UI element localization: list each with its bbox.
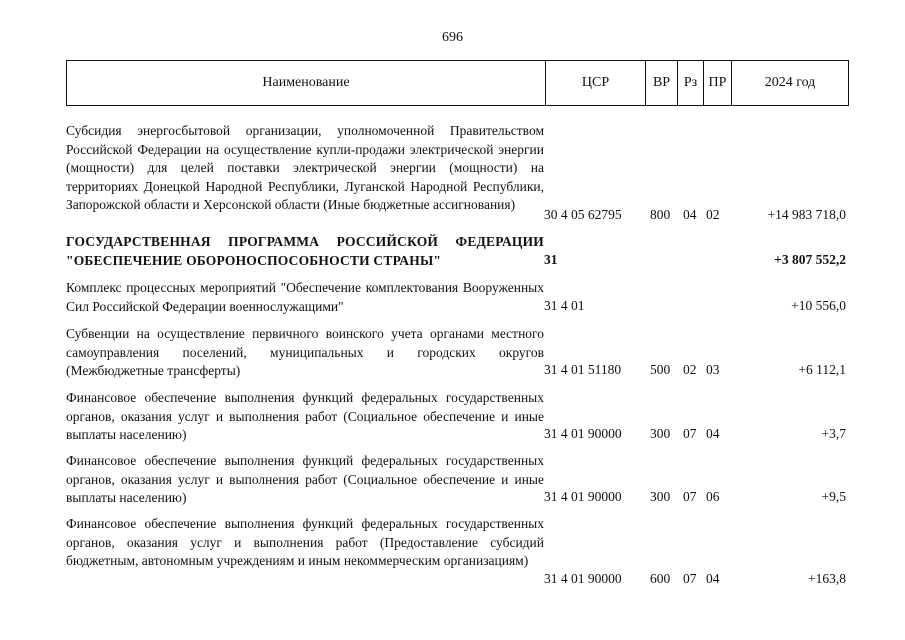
row-rz: 02: [683, 362, 697, 378]
row-amount: +3 807 552,2: [774, 252, 846, 268]
row-amount: +10 556,0: [791, 298, 846, 314]
row-amount: +14 983 718,0: [767, 207, 846, 223]
table-row: [66, 279, 849, 316]
row-description: Субсидия энергосбытовой организации, уполномоченной Правительством Российской Федерации на осуществление купли-продажи электрической энергии (мощности) для целей поставки электрической энергии (мощности) на территориях Донецкой Народной Республики, Луганской Народной Республики, Запорожской области и Херсонской области (Иные бюджетные ассигнования): [66, 123, 544, 213]
row-description: Финансовое обеспечение выполнения функций федеральных государственных органов, оказания услуг и выполнения работ (Социальное обеспечение и иные выплаты населению): [66, 390, 544, 443]
row-pr: 06: [706, 489, 720, 505]
header-vr: ВР: [645, 61, 677, 105]
row-description: Субвенции на осуществление первичного воинского учета органами местного самоуправления поселений, муниципальных и городских округов (Межбюджетные трансферты): [66, 326, 544, 379]
table-header: [66, 60, 849, 106]
row-pr: 02: [706, 207, 720, 223]
row-vr: 300: [650, 426, 671, 442]
row-csr: 31 4 01 90000: [544, 571, 622, 587]
table-row: [66, 389, 849, 444]
table-row: [66, 233, 849, 270]
row-pr: 04: [706, 426, 720, 442]
row-vr: 600: [650, 571, 671, 587]
row-amount: +9,5: [821, 489, 846, 505]
table-row: [66, 325, 849, 380]
row-rz: 07: [683, 571, 697, 587]
header-rz: Рз: [677, 61, 703, 105]
row-rz: 07: [683, 426, 697, 442]
row-csr: 30 4 05 62795: [544, 207, 622, 223]
row-vr: 500: [650, 362, 671, 378]
header-name: Наименование: [262, 75, 350, 90]
row-amount: +6 112,1: [798, 362, 846, 378]
table-row: [66, 122, 849, 225]
row-pr: 04: [706, 571, 720, 587]
row-csr: 31 4 01 51180: [544, 362, 622, 378]
row-amount: +163,8: [808, 571, 846, 587]
row-csr: 31: [544, 252, 558, 268]
header-csr: ЦСР: [545, 61, 645, 105]
header-year: 2024 год: [731, 61, 848, 105]
row-pr: 03: [706, 362, 720, 378]
row-description: ГОСУДАРСТВЕННАЯ ПРОГРАММА РОССИЙСКОЙ ФЕДЕРАЦИИ "ОБЕСПЕЧЕНИЕ ОБОРОНОСПОСОБНОСТИ СТРАНЫ": [66, 234, 544, 268]
row-csr: 31 4 01 90000: [544, 426, 622, 442]
table-row: [66, 515, 849, 589]
row-csr: 31 4 01: [544, 298, 585, 314]
row-amount: +3,7: [821, 426, 846, 442]
table-row: [66, 452, 849, 507]
row-description: Комплекс процессных мероприятий "Обеспечение комплектования Вооруженных Сил Российской Федерации военнослужащими": [66, 280, 544, 314]
row-rz: 07: [683, 489, 697, 505]
row-vr: 800: [650, 207, 671, 223]
row-description: Финансовое обеспечение выполнения функций федеральных государственных органов, оказания услуг и выполнения работ (Социальное обеспечение и иные выплаты населению): [66, 453, 544, 506]
header-pr: ПР: [703, 61, 731, 105]
row-csr: 31 4 01 90000: [544, 489, 622, 505]
row-description: Финансовое обеспечение выполнения функций федеральных государственных органов, оказания услуг и выполнения работ (Предоставление субсидий бюджетным, автономным учреждениям и иным некоммерческим организациям): [66, 516, 544, 569]
row-vr: 300: [650, 489, 671, 505]
row-rz: 04: [683, 207, 697, 223]
page-number: 696: [442, 30, 463, 45]
